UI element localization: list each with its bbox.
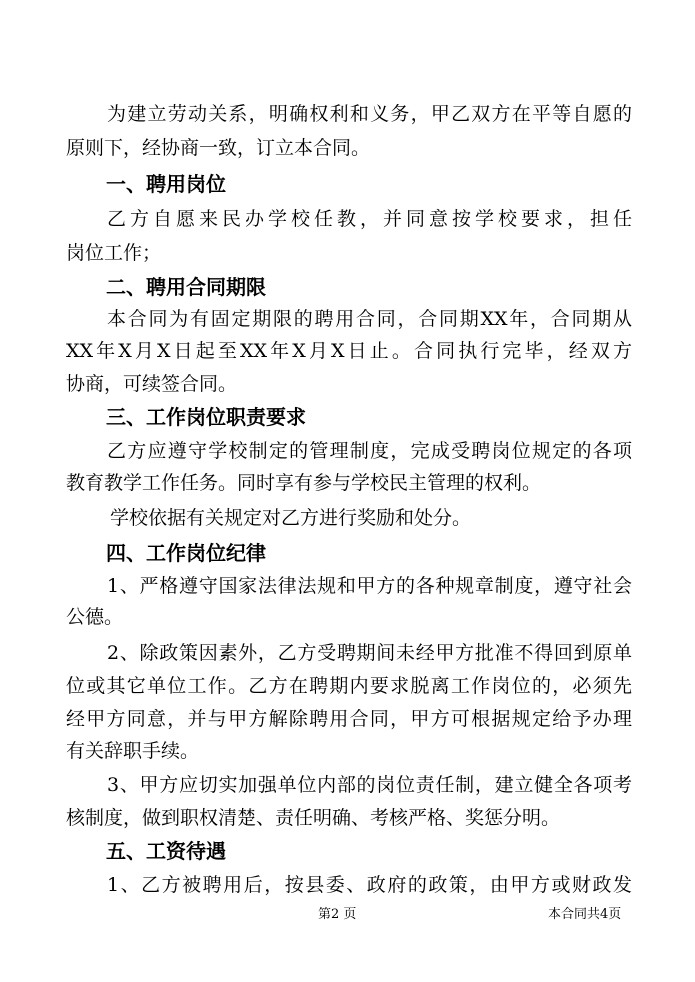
section-4-item-2-line-4: 有关辞职手续。 [66, 740, 200, 762]
section-3-line-1: 乙方应遵守学校制定的管理制度，完成受聘岗位规定的各项 [107, 440, 632, 462]
section-1-line-1: 乙方自愿来民办学校任教，并同意按学校要求，担任 [107, 208, 632, 230]
footer-page-number: 第2 页 [318, 907, 357, 922]
section-2-line-3: 协商，可续签合同。 [66, 373, 238, 395]
section-1-heading: 一、聘用岗位 [106, 172, 226, 196]
section-4-heading: 四、工作岗位纪律 [106, 541, 266, 565]
section-4-item-2-line-3: 经甲方同意，并与甲方解除聘用合同，甲方可根据规定给予办理 [66, 708, 632, 730]
section-3-line-3: 学校依据有关规定对乙方进行奖励和处分。 [110, 507, 472, 529]
section-4-item-3-line-1: 3、甲方应切实加强单位内部的岗位责任制，建立健全各项考 [107, 774, 632, 796]
section-4-item-3-line-2: 核制度，做到职权清楚、责任明确、考核严格、奖惩分明。 [66, 807, 561, 829]
footer-total-pages: 本合同共4页 [548, 907, 622, 922]
section-4-item-2-line-1: 2、除政策因素外，乙方受聘期间未经甲方批准不得回到原单 [107, 642, 632, 664]
section-4-item-1-line-1: 1、严格遵守国家法律法规和甲方的各种规章制度，遵守社会 [107, 575, 632, 597]
intro-line-1: 为建立劳动关系，明确权利和义务，甲乙双方在平等自愿的 [107, 103, 632, 125]
section-5-item-1-line-1: 1、乙方被聘用后，按县委、政府的政策，由甲方或财政发 [107, 874, 632, 896]
section-2-heading: 二、聘用合同期限 [106, 275, 266, 299]
section-2-line-1: 本合同为有固定期限的聘用合同，合同期XX年，合同期从 [107, 308, 632, 330]
section-4-item-1-line-2: 公德。 [66, 606, 124, 628]
section-3-line-2: 教育教学工作任务。同时享有参与学校民主管理的权利。 [66, 472, 542, 494]
section-3-heading: 三、工作岗位职责要求 [106, 405, 306, 429]
section-1-line-2: 岗位工作； [66, 242, 162, 264]
intro-line-2: 原则下，经协商一致，订立本合同。 [66, 137, 371, 159]
section-4-item-2-line-2: 位或其它单位工作。乙方在聘期内要求脱离工作岗位的，必须先 [66, 675, 632, 697]
section-5-heading: 五、工资待遇 [106, 839, 226, 863]
section-2-line-2: XX年X月X日起至XX年X月X日止。合同执行完毕，经双方 [66, 340, 632, 362]
